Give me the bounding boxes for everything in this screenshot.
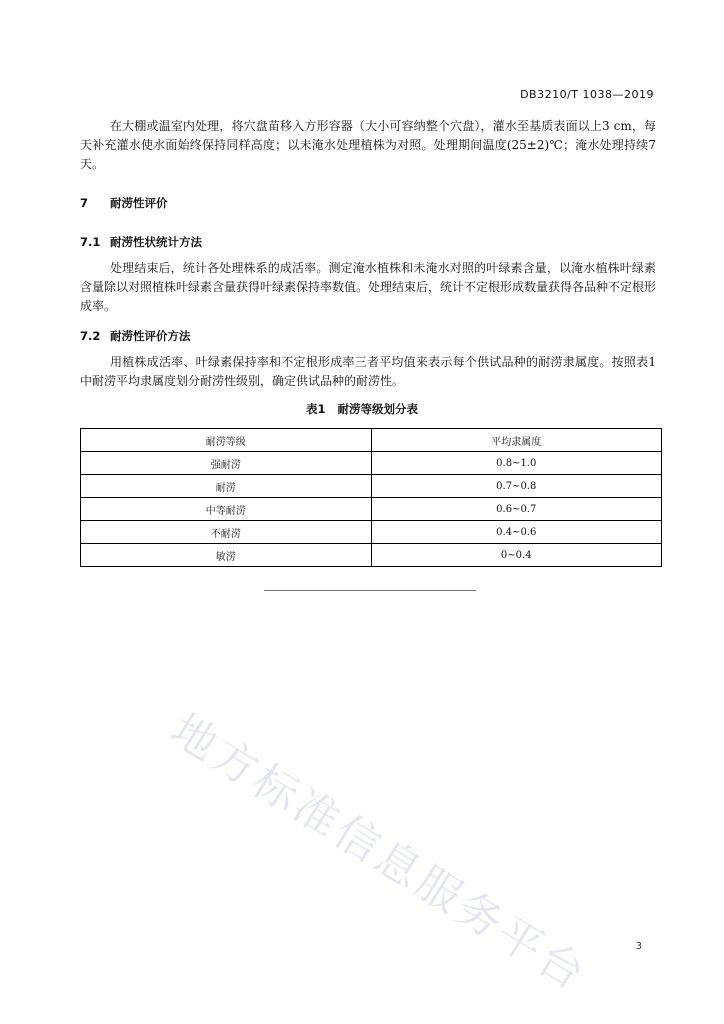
section-7-2-heading — [80, 328, 191, 344]
membership-cell: 0.8~1.0 — [371, 452, 662, 475]
membership-cell: 0~0.4 — [371, 544, 662, 567]
table-row — [81, 498, 662, 521]
table-header-row — [81, 429, 662, 452]
table-row — [81, 475, 662, 498]
header-membership: 平均隶属度 — [371, 429, 662, 452]
membership-cell: 0.6~0.7 — [371, 498, 662, 521]
section-7-title: 耐涝性评价 — [110, 196, 168, 210]
table-1-title: 耐涝等级划分表 — [337, 402, 418, 416]
table-row — [81, 452, 662, 475]
grade-cell: 耐涝 — [81, 475, 372, 498]
section-7-1-number: 7.1 — [80, 235, 101, 249]
grade-cell: 敏涝 — [81, 544, 372, 567]
flood-tolerance-grade-table — [80, 428, 662, 567]
header-grade: 耐涝等级 — [81, 429, 372, 452]
section-7-number: 7 — [80, 196, 89, 210]
table-row — [81, 544, 662, 567]
table-1-caption — [0, 401, 724, 417]
section-7-2-number: 7.2 — [80, 329, 101, 343]
section-7-2-text: 用植株成活率、叶绿素保持率和不定根形成率三者平均值来表示每个供试品种的耐涝隶属度。按照表1中耐涝平均隶属度划分耐涝性级别，确定供试品种的耐涝性。 — [80, 355, 656, 388]
table-row — [81, 521, 662, 544]
intro-paragraph: 在大棚或温室内处理，将穴盘苗移入方形容器（大小可容纳整个穴盘），灌水至基质表面以上3 cm，每天补充灌水使水面始终保持同样高度；以未淹水处理植株为对照。处理期间温度(25±2)℃；淹水处理持续7天。 — [80, 119, 656, 171]
section-7-2-title: 耐涝性评价方法 — [110, 329, 191, 343]
section-7-heading — [80, 195, 168, 211]
section-7-1-heading — [80, 234, 202, 250]
membership-cell: 0.4~0.6 — [371, 521, 662, 544]
page-number: 3 — [635, 941, 642, 952]
grade-cell: 强耐涝 — [81, 452, 372, 475]
membership-cell: 0.7~0.8 — [371, 475, 662, 498]
document-code: DB3210/T 1038—2019 — [520, 88, 654, 101]
section-7-1-text: 处理结束后，统计各处理株系的成活率。测定淹水植株和未淹水对照的叶绿素含量，以淹水植株叶绿素含量除以对照植株叶绿素含量获得叶绿素保持率数值。处理结束后，统计不定根形成数量获得各品种不定根形成率。 — [80, 261, 657, 313]
watermark-text: 地方标准信息服务平台 — [162, 704, 597, 1002]
grade-cell: 不耐涝 — [81, 521, 372, 544]
section-7-1-title: 耐涝性状统计方法 — [110, 235, 202, 249]
table-1-label: 表1 — [305, 402, 326, 416]
end-divider — [264, 590, 476, 591]
grade-cell: 中等耐涝 — [81, 498, 372, 521]
